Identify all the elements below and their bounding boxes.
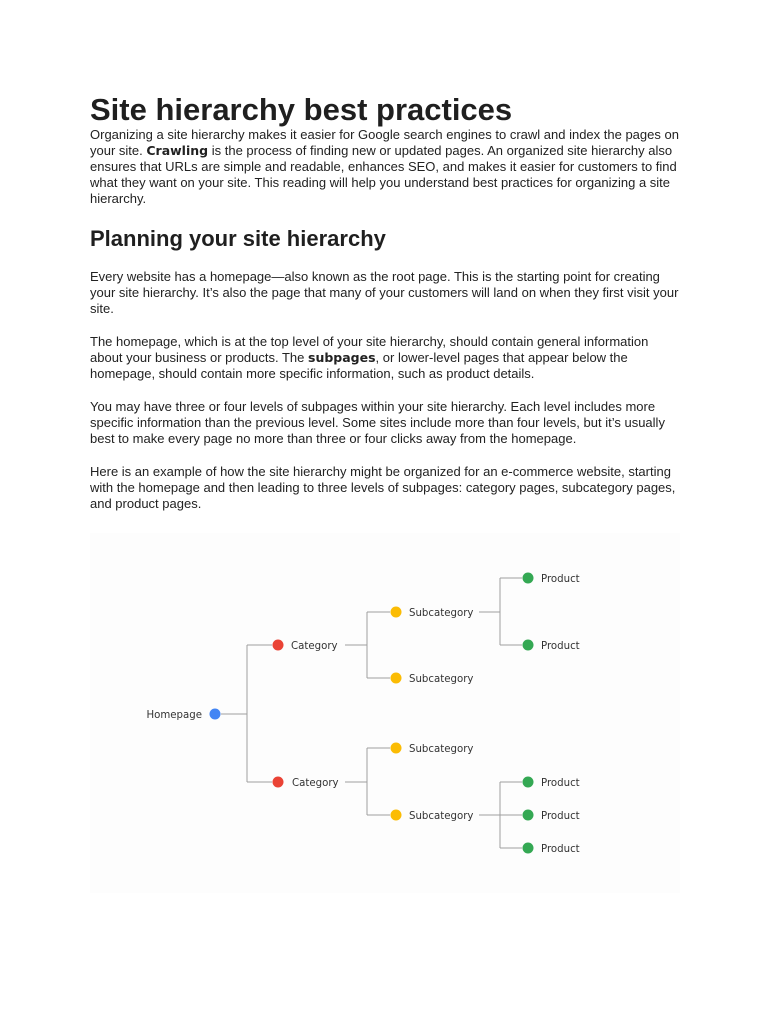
node-product-2-label: Product <box>541 641 580 652</box>
node-product-1-dot <box>523 573 534 584</box>
subpages-text-after: , or lower-level pages that appear below the homepage, should contain more specific information, such as product details. <box>90 350 628 381</box>
node-subcategory-2-dot <box>391 673 402 684</box>
paragraph-levels: You may have three or four levels of subpages within your site hierarchy. Each level includes more specific information than the previous level. Some sites include more than four levels, but it’s usually best to make every page no more than three or four clicks away from the homepage. <box>90 399 665 446</box>
node-product-4-dot <box>523 810 534 821</box>
term-subpages: subpages <box>308 350 376 365</box>
node-homepage-label: Homepage <box>146 710 202 721</box>
term-crawling: Crawling <box>146 143 209 158</box>
hierarchy-tree <box>90 533 680 893</box>
node-subcategory-3-dot <box>391 743 402 754</box>
paragraph-subpages <box>90 334 682 382</box>
node-category-1-label: Category <box>291 641 338 652</box>
paragraph-homepage: Every website has a homepage—also known as the root page. This is the starting point for creating your site hierarchy. It’s also the page that many of your customers will land on when they first visit your site. <box>90 269 679 316</box>
node-product-2-dot <box>523 640 534 651</box>
node-homepage-dot <box>210 709 221 720</box>
node-product-1-label: Product <box>541 574 580 585</box>
subpages-text-before: The homepage, which is at the top level of your site hierarchy, should contain general information about your business or products. The <box>90 334 649 365</box>
node-subcategory-3-label: Subcategory <box>409 744 474 755</box>
section-heading: Planning your site hierarchy <box>90 226 386 251</box>
node-subcategory-4-label: Subcategory <box>409 811 474 822</box>
node-subcategory-4-dot <box>391 810 402 821</box>
node-product-5-label: Product <box>541 844 580 855</box>
node-product-5-dot <box>523 843 534 854</box>
node-category-2-dot <box>273 777 284 788</box>
page-title: Site hierarchy best practices <box>90 92 513 127</box>
intro-text-after: is the process of finding new or updated pages. An organized site hierarchy also ensures that URLs are simple and readable, enhances SEO, and makes it easier for customers to find what they want on your site. This reading will help you understand best practices for organizing a site hierarchy. <box>90 143 677 206</box>
node-subcategory-1-label: Subcategory <box>409 608 474 619</box>
intro-text-before: Organizing a site hierarchy makes it easier for Google search engines to crawl and index the pages on your site. <box>90 127 679 158</box>
node-product-3-dot <box>523 777 534 788</box>
paragraph-example: Here is an example of how the site hierarchy might be organized for an e-commerce website, starting with the homepage and then leading to three levels of subpages: category pages, subcategory pages, and product pages. <box>90 464 676 511</box>
intro-paragraph <box>90 127 682 207</box>
node-subcategory-1-dot <box>391 607 402 618</box>
site-hierarchy-diagram <box>90 533 680 893</box>
node-category-1-dot <box>273 640 284 651</box>
node-product-3-label: Product <box>541 778 580 789</box>
node-product-4-label: Product <box>541 811 580 822</box>
node-category-2-label: Category <box>292 778 339 789</box>
node-subcategory-2-label: Subcategory <box>409 674 474 685</box>
